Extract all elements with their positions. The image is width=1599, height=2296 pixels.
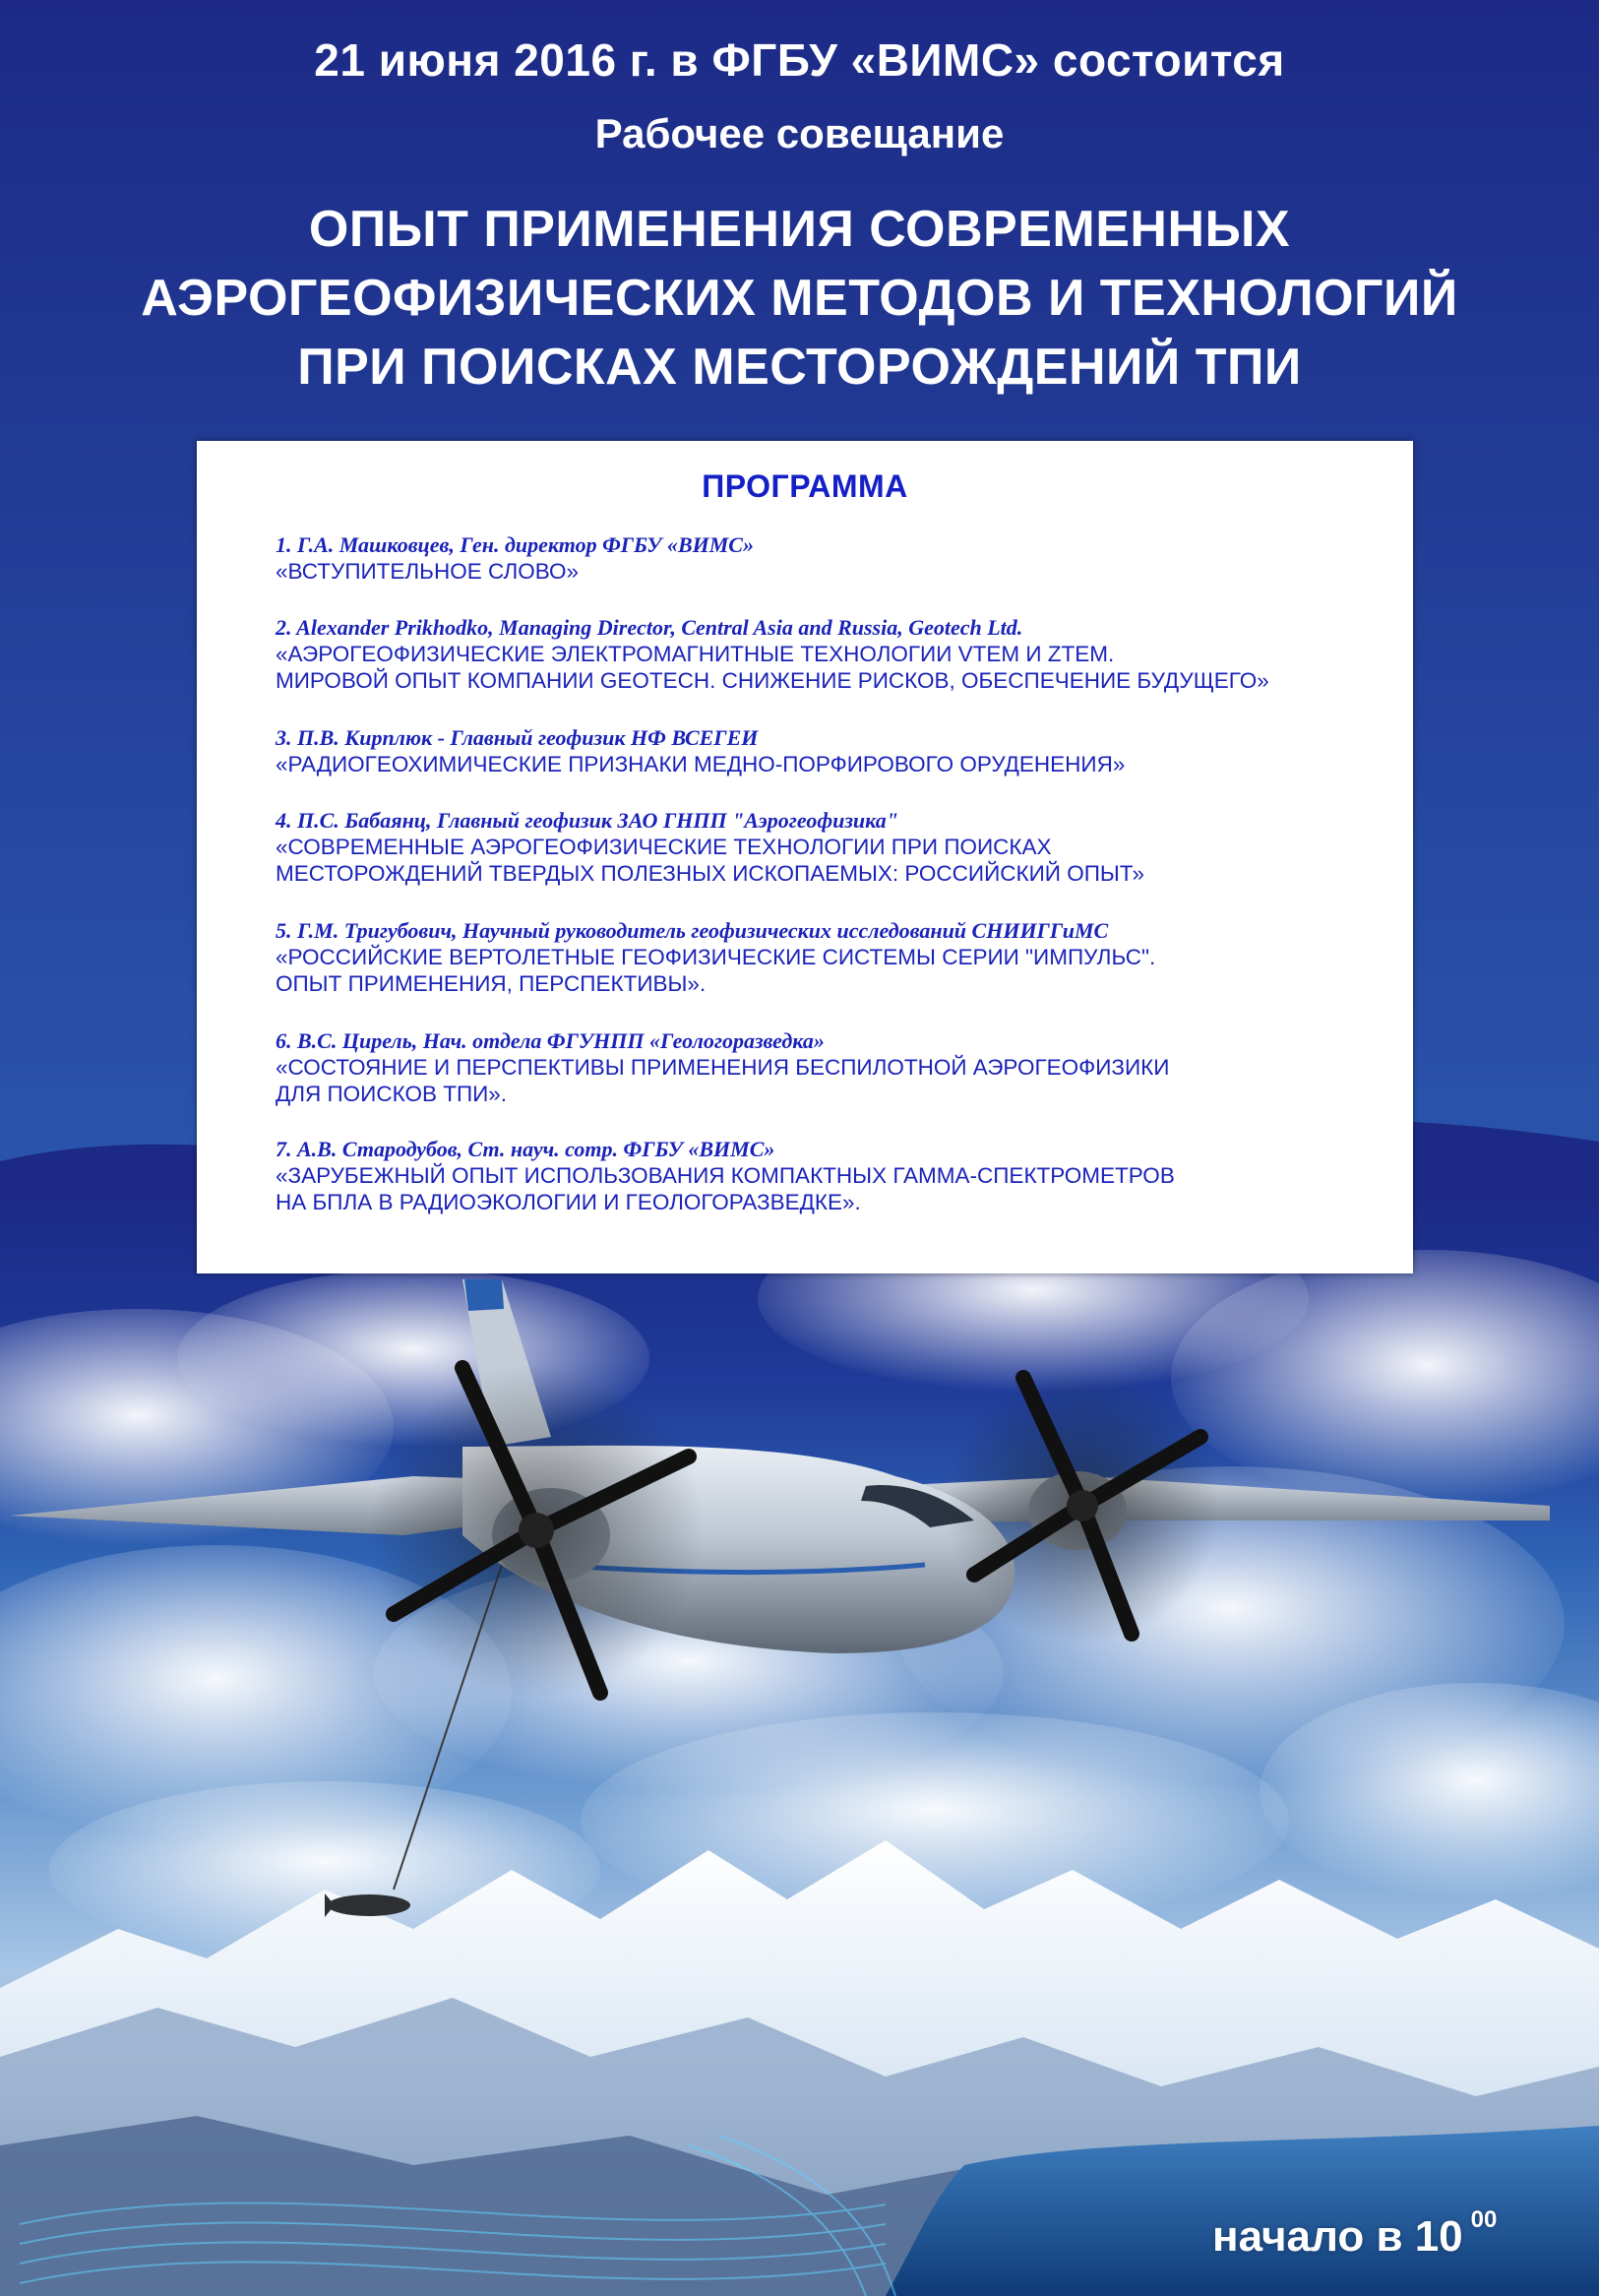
program-talk-line: «РАДИОГЕОХИМИЧЕСКИЕ ПРИЗНАКИ МЕДНО-ПОРФИРОВОГО ОРУДЕНЕНИЯ»	[276, 752, 1126, 776]
program-talk-line: «СОСТОЯНИЕ И ПЕРСПЕКТИВЫ ПРИМЕНЕНИЯ БЕСПИЛОТНОЙ АЭРОГЕОФИЗИКИ	[276, 1055, 1170, 1080]
program-heading: ПРОГРАММА	[702, 468, 908, 504]
program-speaker: 3. П.В. Кирплюк - Главный геофизик НФ ВСЕГЕИ	[276, 725, 759, 750]
program-talk-line: «ВСТУПИТЕЛЬНОЕ СЛОВО»	[276, 559, 579, 584]
program-item	[276, 614, 1397, 694]
program-speaker: 2. Alexander Prikhodko, Managing Director, Central Asia and Russia, Geotech Ltd.	[276, 615, 1023, 640]
program-item	[276, 1136, 1397, 1215]
start-time-text: начало в 10	[1212, 2212, 1463, 2261]
event-title-line: ПРИ ПОИСКАХ МЕСТОРОЖДЕНИЙ ТПИ	[297, 339, 1302, 396]
program-speaker: 1. Г.А. Машковцев, Ген. директор ФГБУ «ВИМС»	[276, 532, 754, 557]
program-item	[276, 531, 1397, 585]
program-talk-line: «АЭРОГЕОФИЗИЧЕСКИЕ ЭЛЕКТРОМАГНИТНЫЕ ТЕХНОЛОГИИ VTEM И ZTEM.	[276, 642, 1115, 666]
event-title-line: АЭРОГЕОФИЗИЧЕСКИХ МЕТОДОВ И ТЕХНОЛОГИЙ	[141, 270, 1458, 327]
program-speaker: 6. В.С. Цирель, Нач. отдела ФГУНПП «Геологоразведка»	[276, 1028, 825, 1053]
program-item	[276, 1027, 1397, 1107]
program-talk-line: НА БПЛА В РАДИОЭКОЛОГИИ И ГЕОЛОГОРАЗВЕДКЕ».	[276, 1190, 861, 1214]
start-time-minutes: 00	[1470, 2206, 1498, 2234]
program-speaker: 7. А.В. Стародубов, Ст. науч. сотр. ФГБУ «ВИМС»	[276, 1137, 775, 1161]
event-title	[0, 195, 1599, 402]
program-speaker: 5. Г.М. Тригубович, Научный руководитель геофизических исследований СНИИГГиМС	[276, 918, 1109, 943]
event-date-line: 21 июня 2016 г. в ФГБУ «ВИМС» состоится	[314, 34, 1285, 86]
program-item	[276, 917, 1397, 997]
event-title-line: ОПЫТ ПРИМЕНЕНИЯ СОВРЕМЕННЫХ	[308, 201, 1291, 258]
event-subtitle: Рабочее совещание	[594, 110, 1005, 156]
program-talk-line: «СОВРЕМЕННЫЕ АЭРОГЕОФИЗИЧЕСКИЕ ТЕХНОЛОГИИ ПРИ ПОИСКАХ	[276, 835, 1052, 859]
program-item	[276, 724, 1397, 777]
program-talk-line: «ЗАРУБЕЖНЫЙ ОПЫТ ИСПОЛЬЗОВАНИЯ КОМПАКТНЫХ ГАММА-СПЕКТРОМЕТРОВ	[276, 1163, 1175, 1188]
program-box	[197, 441, 1413, 1273]
program-talk-line: «РОССИЙСКИЕ ВЕРТОЛЕТНЫЕ ГЕОФИЗИЧЕСКИЕ СИСТЕМЫ СЕРИИ "ИМПУЛЬС".	[276, 945, 1156, 969]
program-talk-line: ДЛЯ ПОИСКОВ ТПИ».	[276, 1082, 508, 1106]
program-talk-line: МИРОВОЙ ОПЫТ КОМПАНИИ GEOTECH. СНИЖЕНИЕ РИСКОВ, ОБЕСПЕЧЕНИЕ БУДУЩЕГО»	[276, 668, 1269, 693]
start-time	[1212, 2206, 1498, 2262]
program-talk-line: ОПЫТ ПРИМЕНЕНИЯ, ПЕРСПЕКТИВЫ».	[276, 971, 707, 996]
program-speaker: 4. П.С. Бабаянц, Главный геофизик ЗАО ГНПП "Аэрогеофизика"	[276, 808, 898, 833]
program-talk-line: МЕСТОРОЖДЕНИЙ ТВЕРДЫХ ПОЛЕЗНЫХ ИСКОПАЕМЫХ: РОССИЙСКИЙ ОПЫТ»	[276, 861, 1145, 886]
program-item	[276, 807, 1397, 887]
